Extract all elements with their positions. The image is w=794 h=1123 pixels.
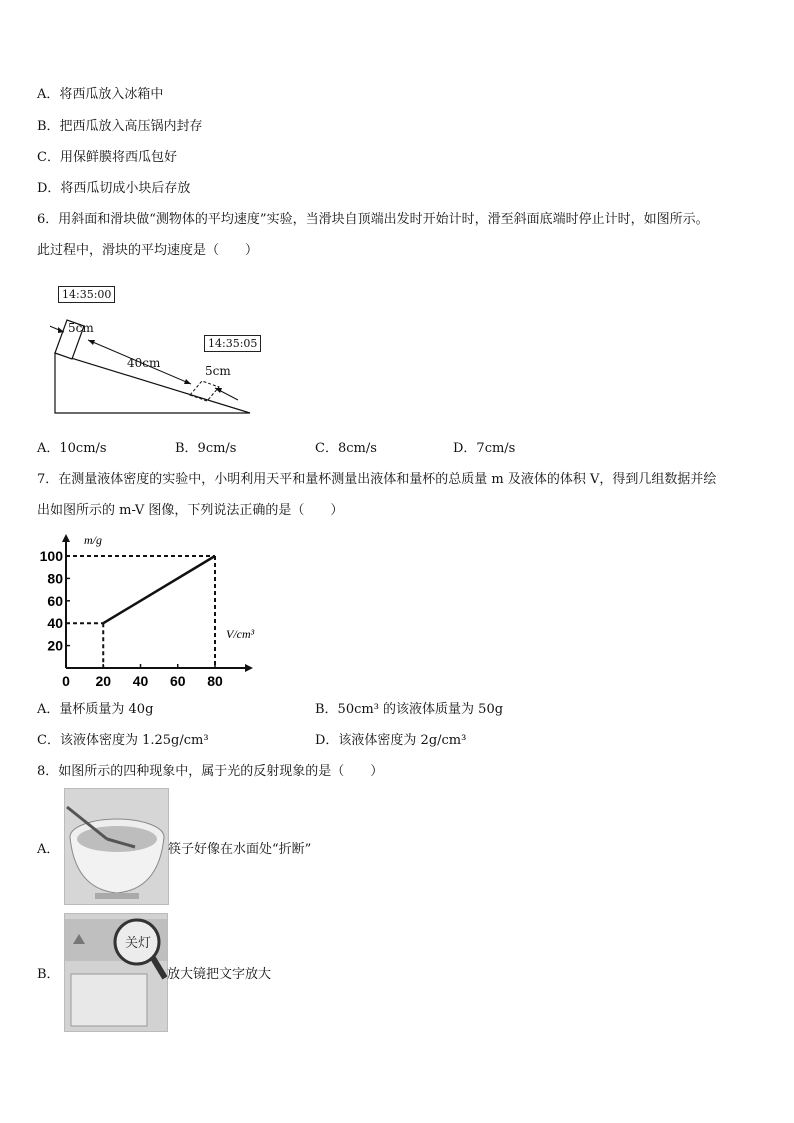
q6-stem-line2: 此过程中，滑块的平均速度是（ ）: [37, 243, 259, 258]
q7-option-b: B．50cm³ 的该液体质量为 50g: [315, 702, 504, 717]
slide-distance: 40cm: [127, 356, 161, 370]
q8-option-a-text: 筷子好像在水面处“折断”: [168, 842, 312, 857]
chopsticks-bowl-photo: [64, 788, 169, 905]
y-axis-label: m/g: [84, 533, 102, 547]
q6-option-c: C．8cm/s: [315, 441, 377, 456]
x-axis-label: V/cm³: [226, 627, 255, 641]
q8-stem: 8．如图所示的四种现象中，属于光的反射现象的是（ ）: [37, 764, 384, 779]
q8-option-a-letter: A．: [37, 842, 60, 857]
x-tick-label: 80: [207, 673, 223, 688]
start-time-label: 14:35:00: [58, 286, 115, 303]
q7-option-c: C．该液体密度为 1.25g/cm³: [37, 733, 209, 748]
x-axis-arrow: [245, 664, 253, 672]
magnifier-photo: [64, 913, 168, 1032]
q5-option-a: A．将西瓜放入冰箱中: [37, 87, 164, 102]
q7-stem-line2: 出如图所示的 m-V 图像，下列说法正确的是（ ）: [37, 503, 344, 518]
y-axis-arrow: [62, 534, 70, 542]
magnified-text: 关灯: [125, 936, 152, 951]
q8-option-b-text: 放大镜把文字放大: [167, 967, 272, 982]
y-tick-label: 80: [47, 570, 63, 587]
q7-option-d: D．该液体密度为 2g/cm³: [315, 733, 467, 748]
q5-option-b: B．把西瓜放入高压锅内封存: [37, 119, 203, 134]
bottom-block-length: 5cm: [205, 364, 231, 378]
x-tick-label: 60: [169, 673, 186, 688]
q5-option-c: C．用保鲜膜将西瓜包好: [37, 150, 177, 165]
x-tick-label: 20: [95, 673, 112, 688]
q6-option-b: B．9cm/s: [175, 441, 237, 456]
top-block-length: 5cm: [68, 321, 94, 335]
q7-option-a: A．量杯质量为 40g: [37, 702, 154, 717]
q8-option-b-letter: B．: [37, 967, 60, 982]
series-line: [103, 556, 215, 623]
y-tick-label: 20: [47, 637, 63, 654]
x-tick-label: 0: [62, 673, 70, 688]
q6-option-a: A．10cm/s: [37, 441, 107, 456]
y-tick-label: 40: [47, 615, 63, 632]
q6-stem-line1: 6．用斜面和滑块做“测物体的平均速度”实验，当滑块自顶端出发时开始计时，滑至斜面底端时停止计时，如图所示。: [37, 212, 709, 227]
mv-chart: [40, 528, 270, 688]
y-tick-label: 100: [40, 548, 63, 564]
y-tick-label: 60: [47, 592, 63, 609]
end-time-label: 14:35:05: [204, 335, 261, 352]
q5-option-d: D．将西瓜切成小块后存放: [37, 181, 191, 196]
q7-stem-line1: 7．在测量液体密度的实验中，小明利用天平和量杯测量出液体和量杯的总质量 m 及液体的体积 V，得到几组数据并绘: [37, 472, 717, 487]
q6-option-d: D．7cm/s: [453, 441, 516, 456]
x-tick-label: 40: [132, 673, 149, 688]
mv-chart-svg: [40, 528, 270, 688]
